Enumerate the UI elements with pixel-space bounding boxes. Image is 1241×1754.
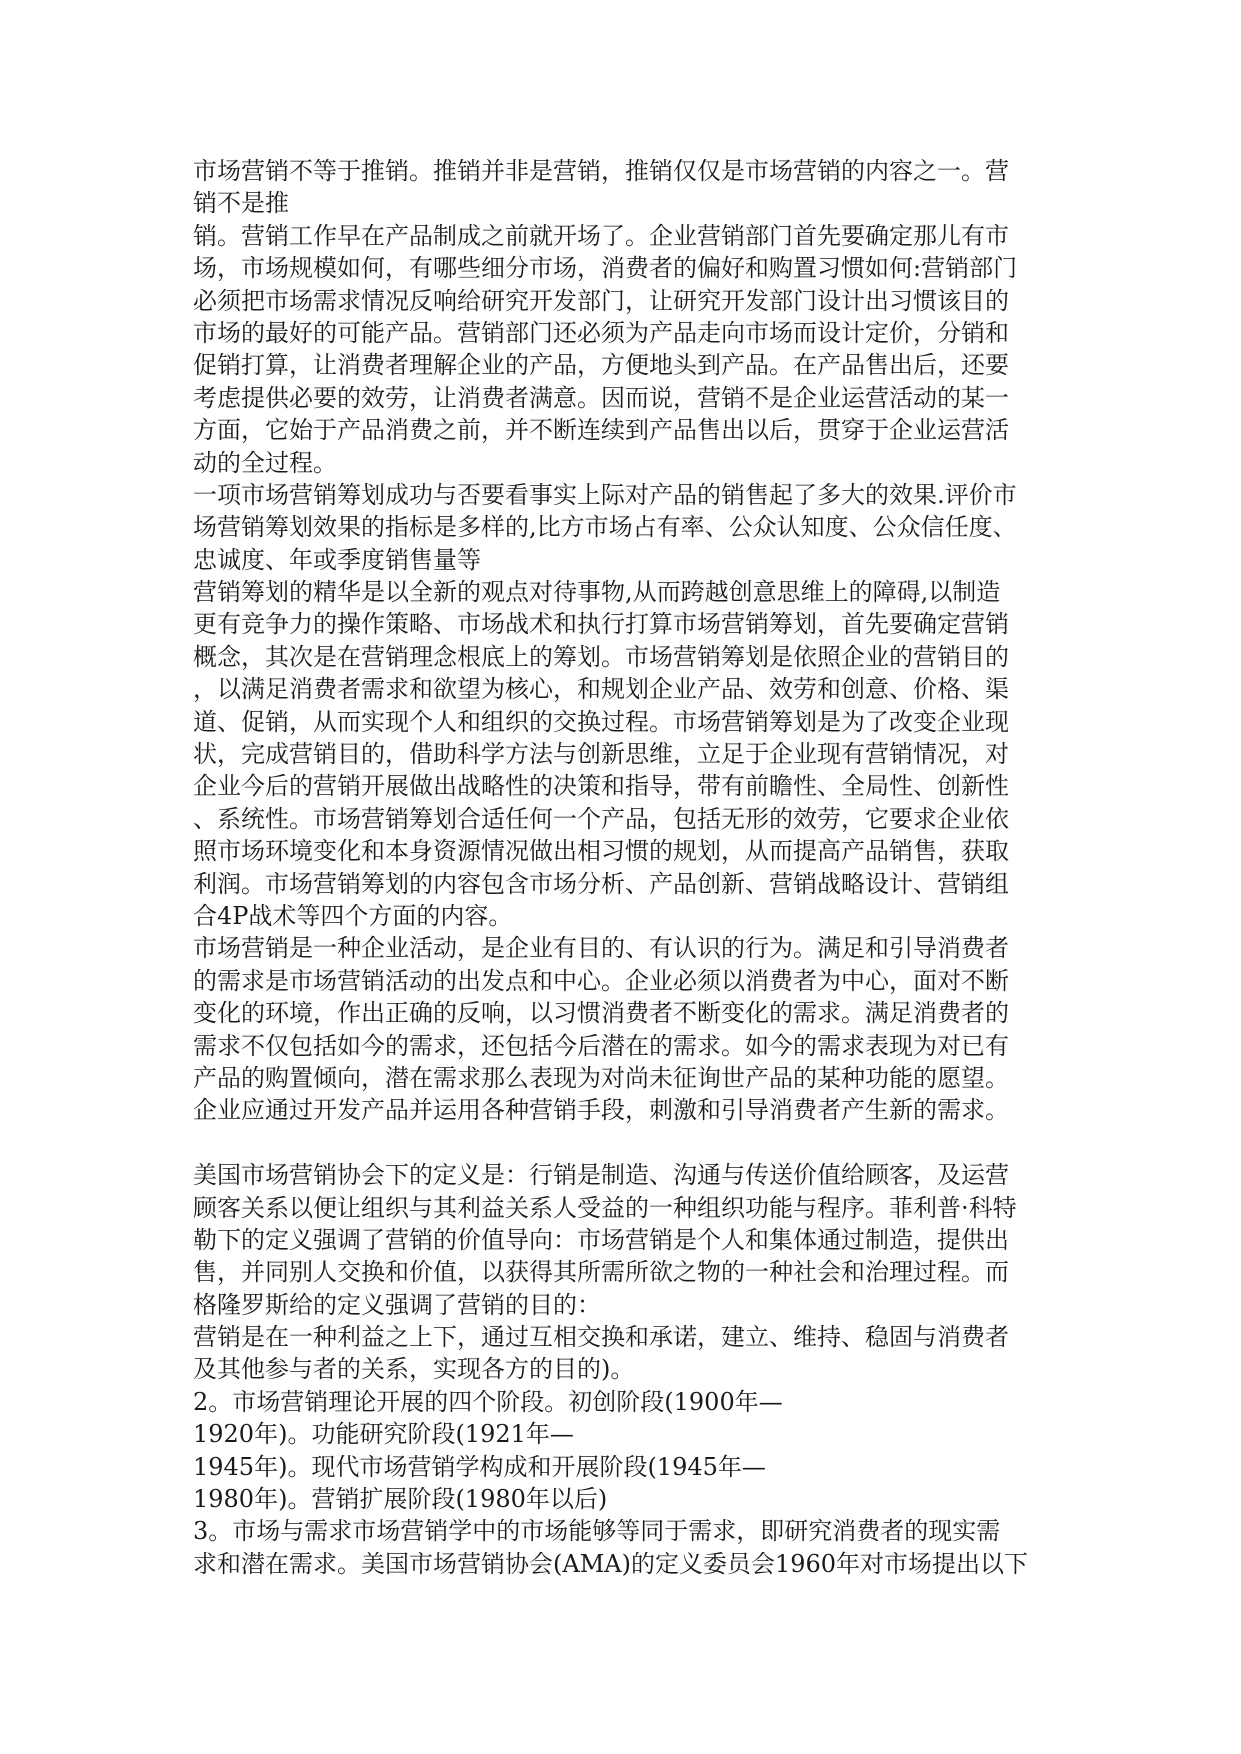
text-line: 营销筹划的精华是以全新的观点对待事物,从而跨越创意思维上的障碍,以制造 bbox=[193, 578, 1001, 607]
text-line: 企业应通过开发产品并运用各种营销手段，刺激和引导消费者产生新的需求。 bbox=[193, 1096, 1009, 1125]
document-body bbox=[193, 155, 1053, 1580]
text-line: 概念，其次是在营销理念根底上的筹划。市场营销筹划是依照企业的营销目的 bbox=[193, 642, 1009, 671]
text-line: 市场营销是一种企业活动，是企业有目的、有认识的行为。满足和引导消费者 bbox=[193, 934, 1009, 963]
text-line: 售，并同别人交换和价值，以获得其所需所欲之物的一种社会和治理过程。而 bbox=[193, 1258, 1009, 1287]
text-line: 、系统性。市场营销筹划合适任何一个产品，包括无形的效劳，它要求企业依 bbox=[193, 804, 1009, 833]
text-line: 考虑提供必要的效劳，让消费者满意。因而说，营销不是企业运营活动的某一 bbox=[193, 383, 1009, 412]
text-line: 方面，它始于产品消费之前，并不断连续到产品售出以后，贯穿于企业运营活 bbox=[193, 416, 1009, 445]
text-line: 销。营销工作早在产品制成之前就开场了。企业营销部门首先要确定那儿有市 bbox=[193, 221, 1009, 250]
blank-line bbox=[193, 1127, 1053, 1159]
text-line: 的需求是市场营销活动的出发点和中心。企业必须以消费者为中心，面对不断 bbox=[193, 966, 1009, 995]
text-line: 忠诚度、年或季度销售量等 bbox=[193, 545, 481, 574]
text-line: 1945年)。现代市场营销学构成和开展阶段(1945年— bbox=[193, 1452, 766, 1481]
text-line: 更有竞争力的操作策略、市场战术和执行打算市场营销筹划，首先要确定营销 bbox=[193, 610, 1009, 639]
text-line: 状，完成营销目的，借助科学方法与创新思维，立足于企业现有营销情况，对 bbox=[193, 740, 1009, 769]
text-line: 2。市场营销理论开展的四个阶段。初创阶段(1900年— bbox=[193, 1387, 783, 1416]
text-line: 合4P战术等四个方面的内容。 bbox=[193, 901, 513, 930]
text-line: 顾客关系以便让组织与其利益关系人受益的一种组织功能与程序。菲利普·科特 bbox=[193, 1193, 1017, 1222]
text-line: 销不是推 bbox=[193, 189, 289, 218]
text-line: 照市场环境变化和本身资源情况做出相习惯的规划，从而提高产品销售，获取 bbox=[193, 837, 1009, 866]
text-line: 需求不仅包括如今的需求，还包括今后潜在的需求。如今的需求表现为对已有 bbox=[193, 1031, 1009, 1060]
text-line: 场，市场规模如何，有哪些细分市场，消费者的偏好和购置习惯如何:营销部门 bbox=[193, 254, 1018, 283]
text-line: 勒下的定义强调了营销的价值导向：市场营销是个人和集体通过制造，提供出 bbox=[193, 1225, 1009, 1254]
text-line: 营销是在一种利益之上下，通过互相交换和承诺，建立、维持、稳固与消费者 bbox=[193, 1323, 1009, 1352]
text-line: 市场的最好的可能产品。营销部门还必须为产品走向市场而设计定价，分销和 bbox=[193, 318, 1009, 347]
text-line: ，以满足消费者需求和欲望为核心，和规划企业产品、效劳和创意、价格、渠 bbox=[193, 675, 1009, 704]
text-line: 市场营销不等于推销。推销并非是营销，推销仅仅是市场营销的内容之一。营 bbox=[193, 157, 1009, 185]
text-line: 场营销筹划效果的指标是多样的,比方市场占有率、公众认知度、公众信任度、 bbox=[193, 513, 1017, 542]
text-line: 3。市场与需求市场营销学中的市场能够等同于需求，即研究消费者的现实需 bbox=[193, 1517, 1001, 1546]
text-line: 1920年)。功能研究阶段(1921年— bbox=[193, 1420, 574, 1449]
text-line: 1980年)。营销扩展阶段(1980年以后) bbox=[193, 1485, 608, 1514]
text-line: 产品的购置倾向，潜在需求那么表现为对尚未征询世产品的某种功能的愿望。 bbox=[193, 1063, 1009, 1092]
text-line: 促销打算，让消费者理解企业的产品，方便地头到产品。在产品售出后，还要 bbox=[193, 351, 1009, 380]
text-line: 格隆罗斯给的定义强调了营销的目的： bbox=[193, 1290, 601, 1319]
text-line: 变化的环境，作出正确的反响，以习惯消费者不断变化的需求。满足消费者的 bbox=[193, 999, 1009, 1028]
text-line: 动的全过程。 bbox=[193, 448, 337, 477]
text-line: 必须把市场需求情况反响给研究开发部门，让研究开发部门设计出习惯该目的 bbox=[193, 286, 1009, 315]
text-line: 企业今后的营销开展做出战略性的决策和指导，带有前瞻性、全局性、创新性 bbox=[193, 772, 1009, 801]
text-line: 美国市场营销协会下的定义是：行销是制造、沟通与传送价值给顾客，及运营 bbox=[193, 1161, 1009, 1190]
text-line: 道、促销，从而实现个人和组织的交换过程。市场营销筹划是为了改变企业现 bbox=[193, 707, 1009, 736]
text-line: 利润。市场营销筹划的内容包含市场分析、产品创新、营销战略设计、营销组 bbox=[193, 869, 1009, 898]
text-line: 及其他参与者的关系，实现各方的目的)。 bbox=[193, 1355, 635, 1384]
text-line: 求和潜在需求。美国市场营销协会(AMA)的定义委员会1960年对市场提出以下 bbox=[193, 1549, 1029, 1578]
text-line: 一项市场营销筹划成功与否要看事实上际对产品的销售起了多大的效果.评价市 bbox=[193, 480, 1017, 509]
